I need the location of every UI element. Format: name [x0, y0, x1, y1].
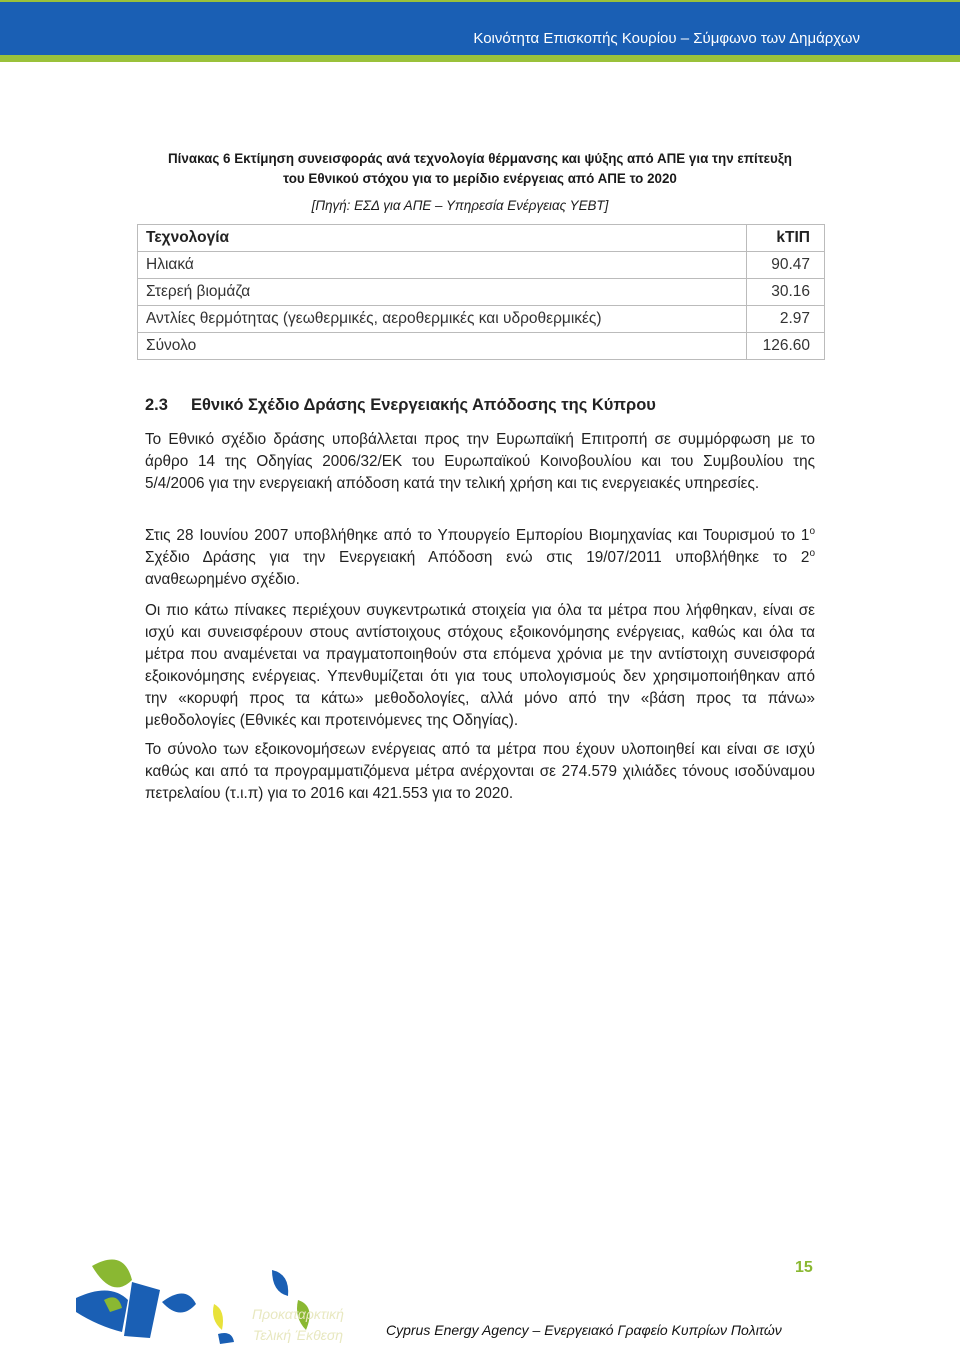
header-ktoe: kΤΙΠ: [747, 225, 825, 252]
row-label: Ηλιακά: [138, 252, 747, 279]
footer-agency: Cyprus Energy Agency – Ενεργειακό Γραφείο Κυπρίων Πολιτών: [386, 1322, 782, 1338]
superscript-1: ο: [809, 525, 815, 537]
superscript-2: ο: [809, 547, 815, 559]
row-label: Στερεή βιομάζα: [138, 279, 747, 306]
row-value: 2.97: [747, 306, 825, 333]
draft-line-1: Προκαταρκτική: [252, 1306, 344, 1322]
paragraph-3: Οι πιο κάτω πίνακες περιέχουν συγκεντρωτικά στοιχεία για όλα τα μέτρα που λήφθηκαν, είναι σε ισχύ και συνεισφέρουν στους αντίστοιχους στόχους εξοικονόμησης ενέργειας, καθώς και όλα τα μέτρα που αναμένεται να πραγματοποιηθούν στα επόμενα χρόνια με την αντίστοιχη συνεισφορά εξοικονόμησης ενέργειας. Υπενθυμίζεται ότι για τους υπολογισμούς δεν χρησιμοποιήθηκαν από την «κορυφή προς τα κάτω» μεθοδολογίες, αλλά μόνο από την «βάση προς τα πάνω» μεθοδολογίες (Εθνικές και προτεινόμενες της Οδηγίας).: [145, 602, 815, 729]
paragraph-2-part-c: αναθεωρημένο σχέδιο.: [145, 571, 300, 588]
draft-watermark: [243, 1304, 353, 1346]
row-label: Σύνολο: [138, 333, 747, 360]
draft-line-2: Τελική Έκθεση: [252, 1327, 344, 1343]
section-title: Εθνικό Σχέδιο Δράσης Ενεργειακής Απόδοσης της Κύπρου: [191, 396, 656, 414]
page-number: 15: [795, 1259, 813, 1276]
table-source: [Πηγή: ΕΣΔ για ΑΠΕ – Υπηρεσία Ενέργειας ΥΕΒΤ]: [311, 198, 609, 213]
row-value: 126.60: [747, 333, 825, 360]
section-number: 2.3: [145, 396, 168, 414]
header-technology: Τεχνολογία: [138, 225, 747, 252]
caption-line-1: Πίνακας 6 Εκτίμηση συνεισφοράς ανά τεχνολογία θέρμανσης και ψύξης από ΑΠΕ για την επίτευξη: [168, 151, 792, 166]
row-value: 90.47: [747, 252, 825, 279]
header-title: Κοινότητα Επισκοπής Κουρίου – Σύμφωνο των Δημάρχων: [473, 30, 860, 47]
paragraph-2-part-b: Σχέδιο Δράσης για την Ενεργειακή Απόδοση ενώ στις 19/07/2011 υποβλήθηκε το 2: [145, 549, 810, 566]
row-label: Αντλίες θερμότητας (γεωθερμικές, αεροθερμικές και υδροθερμικές): [138, 306, 747, 333]
paragraph-1: Το Εθνικό σχέδιο δράσης υποβάλλεται προς την Ευρωπαϊκή Επιτροπή σε συμμόρφωση με το άρθρο 14 της Οδηγίας 2006/32/ΕΚ του Ευρωπαϊκού Κοινοβουλίου και του Συμβουλίου της 5/4/2006 για την ενεργειακή απόδοση κατά την τελική χρήση και τις ενεργειακές υπηρεσίες.: [145, 431, 815, 492]
row-value: 30.16: [747, 279, 825, 306]
paragraph-2-part-a: Στις 28 Ιουνίου 2007 υποβλήθηκε από το Υπουργείο Εμπορίου Βιομηχανίας και Τουρισμού το 1: [145, 527, 810, 544]
paragraph-4: Το σύνολο των εξοικονομήσεων ενέργειας από τα μέτρα που έχουν υλοποιηθεί και είναι σε ισχύ καθώς και από τα προγραμματιζόμενα μέτρα ανέρχονται σε 274.579 χιλιάδες τόνους ισοδύναμου πετρελαίου (τ.ι.π) για το 2016 και 421.553 για το 2020.: [145, 741, 815, 802]
caption-line-2: του Εθνικού στόχου για το μερίδιο ενέργειας από ΑΠΕ το 2020: [283, 171, 677, 186]
energy-agency-logo-icon: [0, 0, 360, 1344]
